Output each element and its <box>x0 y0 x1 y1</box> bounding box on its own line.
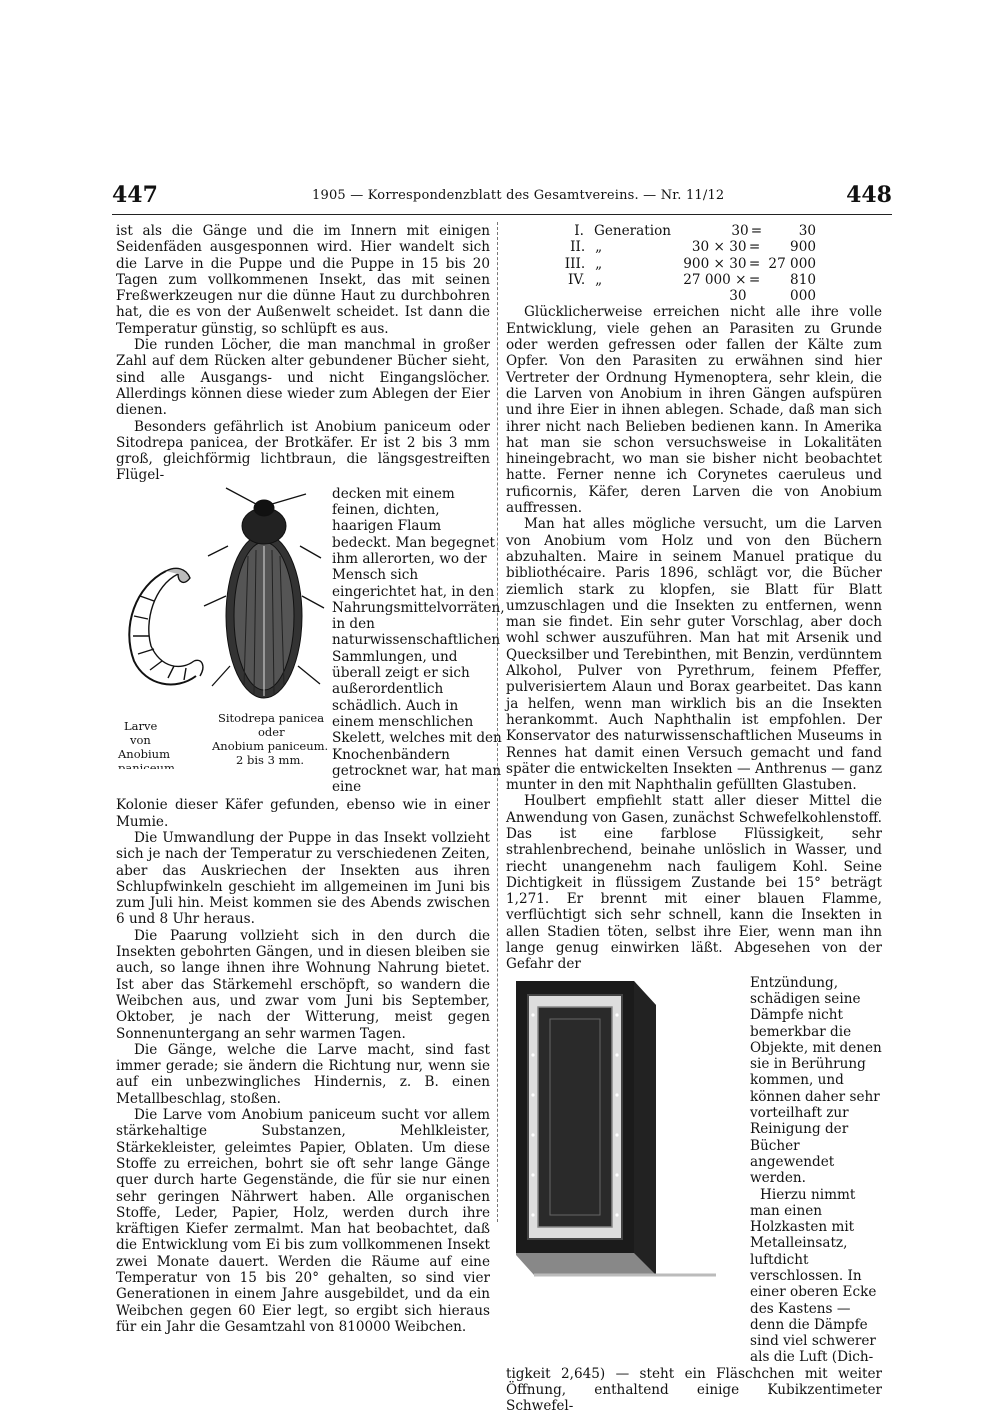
left-column <box>116 223 505 1335</box>
svg-text:paniceum.: paniceum. <box>118 760 179 769</box>
figure-side-text: decken mit einem feinen, dichten, haarigen Flaum bedeckt. Man begegnet ihm allerorten, wo der Mensch sich eingerichtet hat, in den Nahrungsmittelvorräten, in den naturwissenschaftlichen Sammlungen, und überall zeigt er sich außerordentlich schädlich. Auch in einem menschlichen Skelett, welches mit den Knochenbändern getrocknet war, hat man eine <box>332 485 505 796</box>
paragraph: Die Larve vom Anobium paniceum sucht vor allem stärkehaltige Substanzen, Mehlkleister, Stärkekleister, geleimtes Papier, Oblaten. Um diese Stoffe zu erreichen, bohrt sie oft sehr lange Gänge quer durch harte Gegenstände, die für sie nur einen sehr geringen Nährwert haben. Alle organischen Stoffe, Leder, Papier, Holz, werden durch ihre kräftigen Kiefer zermalmt. Man hat beobachtet, daß die Entwicklung vom Ei bis zum vollkommenen Insekt zwei Monate dauert. Werden die Räume auf eine Temperatur von 15 bis 20° gehalten, so sind vier Generationen in einem Jahre ausgebildet, und da ein Weibchen gegen 60 Eier legt, so ergibt sich hieraus für ein Jahr die Gesamtzahl von 810000 Weibchen. <box>116 1107 490 1335</box>
beetle-illustration <box>116 486 328 769</box>
table-row: IV. „ 27 000 × 30 = 810 000 <box>568 271 816 305</box>
page-number-right: 448 <box>846 182 892 208</box>
paragraph: Besonders gefährlich ist Anobium paniceum oder Sitodrepa panicea, der Brotkäfer. Er ist 2 bis 3 mm groß, gleichförmig lichtbraun, die längsgestreiften Flügel- <box>116 418 490 484</box>
beetle-drawing <box>204 488 324 698</box>
table-row: II. „ 30 × 30 = 900 <box>570 239 816 256</box>
svg-text:Anobium: Anobium <box>118 746 170 761</box>
paragraph: Man hat alles mögliche versucht, um die Larven von Anobium vom Holz und von den Büchern abzuhalten. Maire in seinem Manuel pratique du bibliothécaire. Paris 1896, schlägt vor, die Bücher ziemlich stark zu klopfen, sie Blatt für Blatt umzuschlagen und die Insekten zu entfernen, wenn man sie findet. Ein sehr guter Vorschlag, aber doch wohl schwer auszuführen. Man hat mit Arsenik und Quecksilber und Terebinthen, mit Benzin, verdünntem Alkohol, Pulver von Pyrethrum, feinem Pfeffer, pulverisiertem Alaun und Borax gearbeitet. Das kann ja helfen, wenn man wirklich bis an die Insekten herankommt. Auch Naphthalin ist empfohlen. Der Konservator des naturwissenschaftlichen Museums in Rennes hat damit einen Versuch gemacht und fand später die entwickelten Insekten — Anthrenus — ganz munter in den mit Naphthalin gefüllten Glastuben. <box>506 516 882 794</box>
paragraph: tigkeit 2,645) — steht ein Fläschchen mit weiter Öffnung, enthaltend einige Kubikzentimeter Schwefel- <box>506 1365 882 1415</box>
figure-side-text: Entzündung, schädigen seine Dämpfe nicht bemerkbar die Objekte, mit denen sie in Berührung kommen, und können daher sehr vorteilhaft zur Reinigung der Bücher angewendet werden. Hierzu nimmt man einen Holzkasten mit Metalleinsatz, luftdicht verschlossen. In einer oberen Ecke des Kastens — denn die Dämpfe sind viel schwerer als die Luft (Dich- <box>750 974 882 1366</box>
paragraph: Houlbert empfiehlt statt aller dieser Mittel die Anwendung von Gasen, zunächst Schwefelkohlenstoff. Das ist eine farblose Flüssigkeit, sehr strahlenbrechend, beinahe unlöslich in Wasser, und riecht unangenehm nach fauligem Kohl. Seine Dichtigkeit in flüssigem Zustande bei 15° beträgt 1,271. Er brennt mit einer blauen Flamme, verflüchtigt sich sehr schnell, kann die Insekten in allen Stadien töten, selbst ihre Eier, wenn man ihn lange genug einwirken läßt. Abgesehen von der Gefahr der <box>506 793 882 973</box>
wooden-box-illustration <box>506 975 748 1285</box>
table-row: III. „ 900 × 30 = 27 000 <box>564 255 816 272</box>
running-title: 1905 — Korrespondenzblatt des Gesamtvereins. — Nr. 11/12 <box>312 188 725 203</box>
paragraph: Kolonie dieser Käfer gefunden, ebenso wie in einer Mumie. <box>116 797 490 830</box>
paragraph: Die Umwandlung der Puppe in das Insekt vollzieht sich je nach der Temperatur zu verschiedenen Zeiten, aber das Auskriechen der Insekten aus ihren Schlupfwinkeln geschieht im allgemeinen im Juni bis zum Juli hin. Meist kommen sie des Abends zwischen 6 und 8 Uhr heraus. <box>116 829 490 928</box>
svg-text:2 bis 3 mm.: 2 bis 3 mm. <box>236 752 305 767</box>
page-number-left: 447 <box>112 182 158 208</box>
svg-text:Larve: Larve <box>124 718 158 733</box>
paragraph: Die runden Löcher, die man manchmal in großer Zahl auf dem Rücken alter gebundener Bücher sieht, sind alle Ausgangs- und nicht Eingangslöcher. Allerdings können diese wieder zum Ablegen der Eier dienen. <box>116 337 490 419</box>
paragraph: Die Gänge, welche die Larve macht, sind fast immer gerade; sie ändern die Richtung nur, wenn sie auf ein unbezwingliches Hindernis, z. B. einen Metallbeschlag, stoßen. <box>116 1041 490 1107</box>
svg-text:Anobium paniceum.: Anobium paniceum. <box>212 738 328 753</box>
beetle-figure-block <box>116 485 505 796</box>
paragraph: Glücklicherweise erreichen nicht alle ihre volle Entwicklung, viele gehen an Parasiten zu Grunde oder werden gefressen oder fallen der Kälte zum Opfer. Von den Parasiten zu erwähnen sind hier Vertreter der Ordnung Hymenoptera, sehr klein, die die Larven von Anobium in ihren Gängen aufspüren und ihre Eier in ihnen ablegen. Schade, daß man sich ihrer nicht nach Belieben bedienen kann. In Amerika hat man sie schon versuchsweise in Lokalitäten hineingebracht, wo man sie bisher nicht beobachtet hatte. Ferner nenne ich Corynetes caeruleus und ruficornis, Käfer, deren Larven die von Anobium auffressen. <box>506 304 882 517</box>
right-column <box>506 223 882 1415</box>
box-figure-block <box>506 975 882 1366</box>
paragraph: Die Paarung vollzieht sich in den durch die Insekten gebohrten Gängen, und in diesen bleiben sie auch, so lange ihnen ihre Wohnung Nahrung bietet. Ist aber das Stärkemehl erschöpft, so wandern die Weibchen aus, und zwar vom Juni bis September, Oktober, je nach der Witterung, meist gegen Sonnenuntergang an sehr warmen Tagen. <box>116 927 490 1042</box>
svg-text:von: von <box>130 732 151 747</box>
svg-text:Sitodrepa panicea: Sitodrepa panicea <box>218 710 325 725</box>
paragraph: ist als die Gänge und die im Innern mit einigen Seidenfäden ausgesponnen wird. Hier wandelt sich die Larve in die Puppe und die Puppe in 15 bis 20 Tagen zum vollkommenen Insekt, das mit seinen Freßwerkzeugen nur die dünne Haut zu durchbohren hat, die es von der Außenwelt scheidet. Ist dann die Temperatur günstig, so schlüpft es aus. <box>116 223 490 337</box>
svg-text:oder: oder <box>258 724 285 739</box>
header-rule <box>112 214 892 215</box>
table-row: I. Generation 30 = 30 <box>574 223 816 239</box>
larva-drawing <box>129 568 203 684</box>
page-header <box>112 182 892 212</box>
generation-table <box>546 223 816 304</box>
